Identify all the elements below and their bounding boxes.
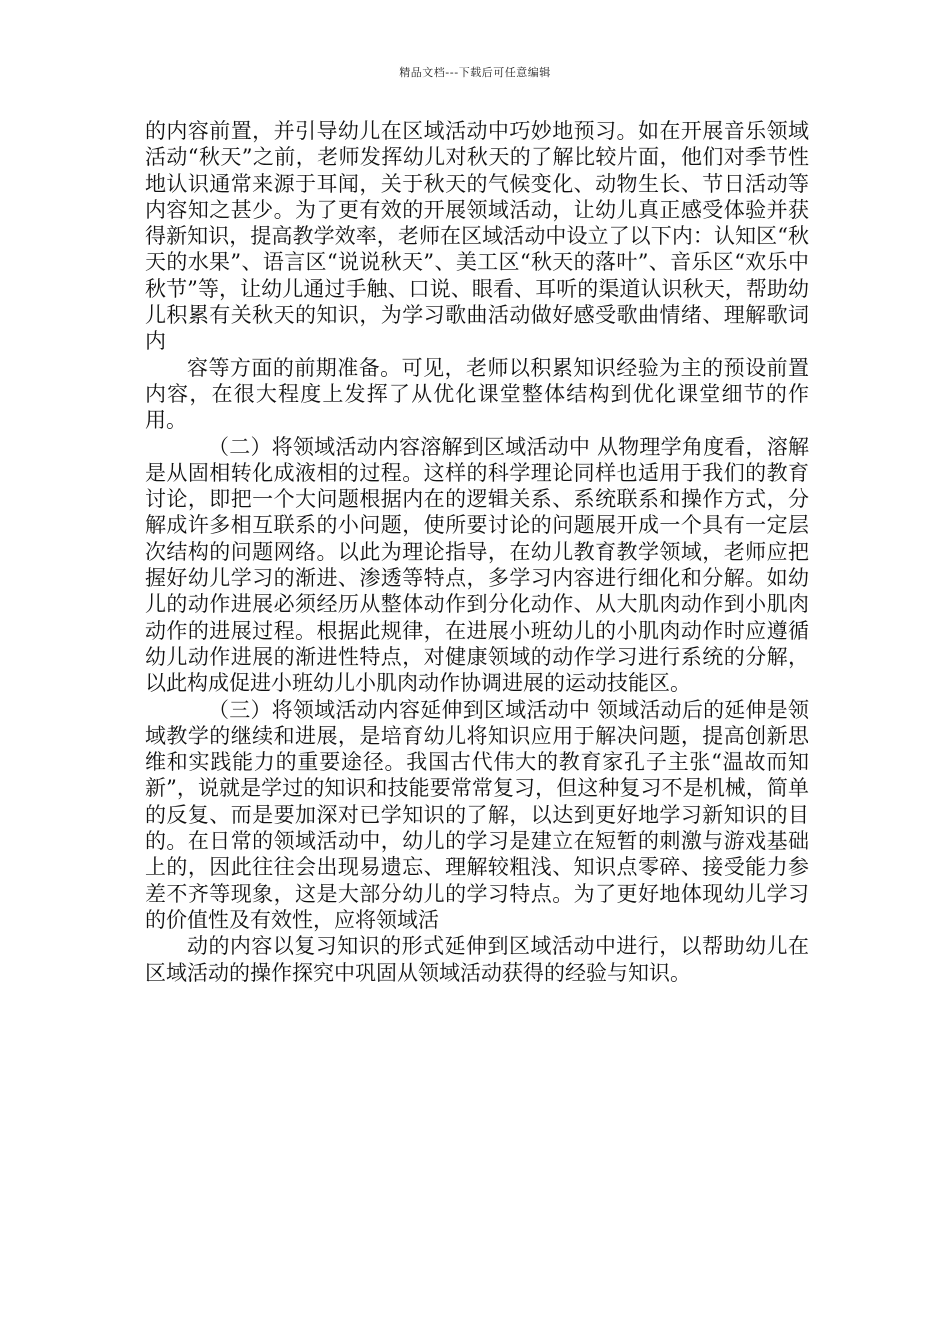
paragraph-1: 的内容前置，并引导幼儿在区域活动中巧妙地预习。如在开展音乐领域活动“秋天”之前，老师发挥幼儿对秋天的了解比较片面，他们对季节性地认识通常来源于耳闻，关于秋天的气候变化、动物生长、节日活动等内容知之甚少。为了更有效的开展领域活动，让幼儿真正感受体验并获得新知识，提高教学效率，老师在区域活动中设立了以下内：认知区“秋天的水果”、语言区“说说秋天”、美工区“秋天的落叶”、音乐区“欢乐中秋节”等，让幼儿通过手触、口说、眼看、耳听的渠道认识秋天，帮助幼儿积累有关秋天的知识，为学习歌曲活动做好感受歌曲情绪、理解歌词内 <box>145 119 809 354</box>
paragraph-5: 动的内容以复习知识的形式延伸到区域活动中进行，以帮助幼儿在区域活动的操作探究中巩固从领域活动获得的经验与知识。 <box>145 934 809 985</box>
paragraph-3: （二）将领域活动内容溶解到区域活动中 从物理学角度看，溶解是从固相转化成液相的过程。这样的科学理论同样也适用于我们的教育讨论，即把一个大问题根据内在的逻辑关系、系统联系和操作方式，分解成许多相互联系的小问题，使所要讨论的问题展开成一个具有一定层次结构的问题网络。以此为理论指导，在幼儿教育教学领域，老师应把握好幼儿学习的渐进、渗透等特点，多学习内容进行细化和分解。如幼儿的动作进展必须经历从整体动作到分化动作、从大肌肉动作到小肌肉动作的进展过程。根据此规律，在进展小班幼儿的小肌肉动作时应遵循幼儿动作进展的渐进性特点，对健康领域的动作学习进行系统的分解，以此构成促进小班幼儿小肌肉动作协调进展的运动技能区。 <box>145 434 809 696</box>
paragraph-4: （三）将领域活动内容延伸到区域活动中 领域活动后的延伸是领域教学的继续和进展，是培育幼儿将知识应用于解决问题，提高创新思维和实践能力的重要途径。我国古代伟大的教育家孔子主张“温故而知新”，说就是学过的知识和技能要常常复习，但这种复习不是机械，简单的反复、而是要加深对已学知识的了解，以达到更好地学习新知识的目的。在日常的领域活动中，幼儿的学习是建立在短暂的刺激与游戏基础上的，因此往往会出现易遗忘、理解较粗浅、知识点零碎、接受能力参差不齐等现象，这是大部分幼儿的学习特点。为了更好地体现幼儿学习的价值性及有效性，应将领域活 <box>145 697 809 932</box>
page-header: 精品文档---下载后可任意编辑 <box>399 66 551 79</box>
paragraph-2: 容等方面的前期准备。可见，老师以积累知识经验为主的预设前置内容，在很大程度上发挥了从优化课堂整体结构到优化课堂细节的作用。 <box>145 355 809 433</box>
document-body <box>145 118 809 986</box>
